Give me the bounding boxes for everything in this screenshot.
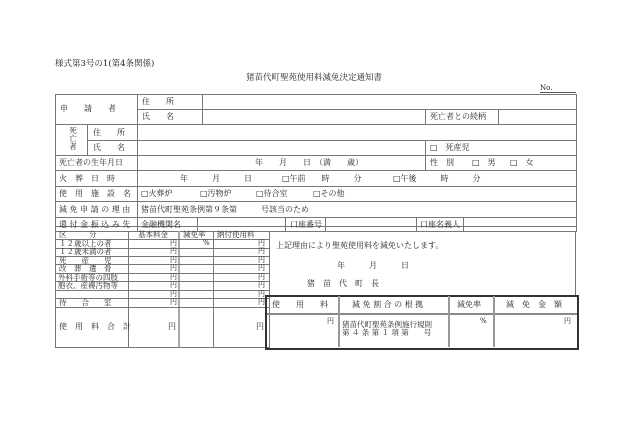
notice-issuer: 猪 苗 代 町 長 (307, 279, 379, 288)
fee-header-category: 区 分 (59, 230, 97, 239)
total-base-field[interactable]: 円 (168, 322, 176, 331)
exemption-basis-line2[interactable]: 第 ４ 条 第 １ 項 第 号 (342, 328, 432, 337)
document-title: 猪苗代町聖苑使用料減免決定通知書 (246, 73, 383, 83)
fee-row-category: 外科手術等の四肢 (58, 273, 118, 282)
cremation-label: 火 葬 日 時 (59, 174, 115, 183)
deceased-name-label: 氏 名 (93, 143, 125, 152)
fee-row-base[interactable]: 円 (170, 264, 177, 272)
fee-row-base[interactable]: 円 (170, 298, 177, 306)
fee-row-base[interactable]: 円 (170, 239, 177, 247)
exemption-basis-line1: 猪苗代町聖苑条例施行規則 (342, 320, 432, 329)
fee-row-paid[interactable]: 円 (258, 281, 265, 289)
exemption-amount-field[interactable]: 円 (564, 317, 571, 325)
document-number: No. (540, 84, 576, 93)
exemption-fee-field[interactable]: 円 (327, 317, 334, 325)
notice-date[interactable]: 年 月 日 (337, 261, 409, 270)
fee-header-paid: 納付使用料 (217, 230, 255, 239)
birth-date-field[interactable]: 年 月 日 （満 歳） (255, 158, 363, 167)
reason-field[interactable]: 猪苗代町聖苑条例第９条第 号該当のため (141, 205, 309, 214)
exemption-header-fee: 使 用 料 (272, 300, 328, 309)
birth-date-label: 死亡者の生年月日 (59, 158, 123, 167)
fee-header-base: 基本料金 (138, 230, 168, 239)
fee-row-category: 待 合 室 (59, 298, 112, 307)
refund-label: 還 付 金 振 込 み 先 (59, 220, 131, 229)
applicant-name-label: 氏 名 (142, 112, 174, 121)
total-paid-field[interactable]: 円 (256, 322, 264, 331)
account-number-field[interactable] (326, 218, 415, 230)
fee-row-base[interactable]: 円 (170, 247, 177, 255)
fee-row-base[interactable]: 円 (170, 290, 177, 298)
relation-label: 死亡者との続柄 (430, 112, 486, 121)
facility-option-other[interactable]: □その他 (313, 189, 345, 198)
fee-row-base[interactable]: 円 (170, 273, 177, 281)
fee-row-paid[interactable]: 円 (258, 264, 265, 272)
notice-message: 上記理由により聖苑使用料を減免いたします。 (276, 241, 444, 250)
applicant-address-label: 住 所 (142, 97, 174, 106)
deceased-label: 死亡者 (69, 126, 77, 151)
facility-option-crematory[interactable]: □火葬炉 (141, 189, 173, 198)
facility-label: 使 用 施 設 名 (59, 189, 131, 198)
cremation-pm-checkbox[interactable]: □午後 時 分 (393, 174, 481, 183)
fee-row-category: 改 葬 遺 骨 (59, 264, 112, 273)
fee-row-base[interactable]: 円 (170, 256, 177, 264)
reason-label: 減 免 申 請 の 理 由 (59, 205, 131, 214)
account-holder-field[interactable] (464, 218, 574, 230)
fee-row-category: 胞衣、産褥汚物等 (58, 281, 118, 290)
relation-field[interactable] (499, 110, 575, 124)
form-id: 様式第3号の1(第4条関係) (55, 59, 155, 69)
account-number-label: 口座番号 (290, 220, 322, 229)
exemption-header-amount: 減 免 金 額 (506, 300, 562, 309)
total-fee-label: 使 用 料 合 計 (59, 322, 131, 331)
fee-row-paid[interactable]: 円 (258, 290, 265, 298)
fee-row-paid[interactable]: 円 (258, 298, 265, 306)
cremation-date-field[interactable]: 年 月 日 (180, 174, 252, 183)
applicant-address-field[interactable] (203, 95, 575, 109)
fee-row-rate[interactable]: % (203, 239, 210, 247)
applicant-name-field[interactable] (203, 110, 424, 124)
facility-option-waiting-room[interactable]: □待合室 (256, 189, 288, 198)
fee-row-category: 死 産 児 (59, 256, 112, 265)
fee-row-paid[interactable]: 円 (258, 239, 265, 247)
sex-male-checkbox[interactable]: □ 男 (472, 158, 496, 167)
stillbirth-checkbox[interactable]: □ 死産児 (430, 143, 470, 152)
bank-name-field[interactable] (198, 218, 284, 230)
fee-row-paid[interactable]: 円 (258, 256, 265, 264)
fee-row-base[interactable]: 円 (170, 281, 177, 289)
fee-row-paid[interactable]: 円 (258, 247, 265, 255)
fee-header-rate: 減免率 (183, 230, 206, 239)
account-holder-label: 口座名義人 (420, 220, 460, 229)
sex-female-checkbox[interactable]: □ 女 (510, 158, 534, 167)
deceased-name-field[interactable] (138, 141, 424, 155)
facility-option-waste-furnace[interactable]: □汚物炉 (200, 189, 232, 198)
deceased-address-field[interactable] (138, 125, 575, 140)
exemption-header-basis: 減 免 割 合 の 根 拠 (352, 300, 424, 309)
applicant-label: 申 請 者 (60, 104, 116, 113)
fee-row-category: １２歳以上の者 (59, 239, 112, 248)
exemption-header-rate: 減免率 (457, 300, 481, 309)
sex-label: 性 別 (430, 158, 454, 167)
cremation-am-checkbox[interactable]: □午前 時 分 (282, 174, 362, 183)
exemption-rate-field[interactable]: % (480, 317, 487, 325)
fee-row-category: １２歳未満の者 (59, 247, 112, 256)
deceased-address-label: 住 所 (93, 128, 125, 137)
bank-name-label: 金融機関名 (141, 220, 181, 229)
fee-row-paid[interactable]: 円 (258, 273, 265, 281)
